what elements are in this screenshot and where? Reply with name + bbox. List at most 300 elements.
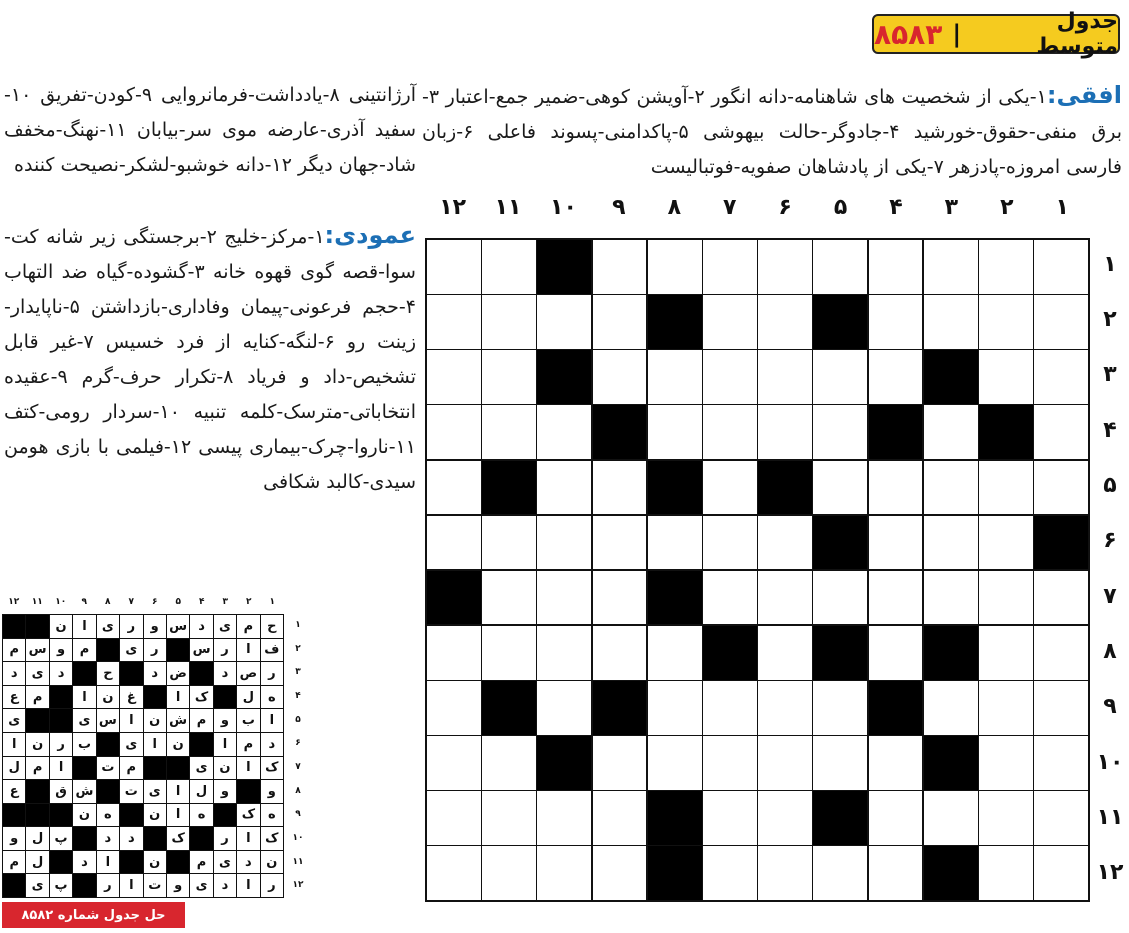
grid-cell[interactable] bbox=[482, 295, 536, 349]
grid-cell[interactable] bbox=[1034, 846, 1088, 900]
column-number: ۹ bbox=[612, 195, 626, 220]
grid-cell[interactable] bbox=[648, 240, 702, 294]
grid-cell[interactable] bbox=[979, 461, 1033, 515]
grid-cell[interactable] bbox=[869, 626, 923, 680]
solution-letter-cell: ه bbox=[261, 686, 283, 709]
grid-cell[interactable] bbox=[758, 791, 812, 845]
black-cell bbox=[869, 405, 923, 459]
column-number: ۳ bbox=[944, 195, 959, 220]
solution-black-cell bbox=[50, 851, 72, 874]
solution-letter-cell: ی bbox=[190, 874, 212, 897]
solution-letter-cell: ی bbox=[190, 757, 212, 780]
solution-letter-cell: ی bbox=[120, 733, 142, 756]
solution-black-cell bbox=[144, 827, 166, 850]
solution-column-number: ۴ bbox=[199, 597, 205, 607]
solution-black-cell bbox=[167, 757, 189, 780]
solution-letter-cell: ه bbox=[261, 804, 283, 827]
row-number: ۹ bbox=[1103, 694, 1117, 720]
puzzle-title: جدول متوسط bbox=[1036, 9, 1118, 59]
solution-black-cell bbox=[144, 757, 166, 780]
grid-cell[interactable] bbox=[1034, 240, 1088, 294]
grid-cell[interactable] bbox=[979, 626, 1033, 680]
solution-letter-cell: ص bbox=[237, 662, 259, 685]
solution-black-cell bbox=[190, 662, 212, 685]
solution-letter-cell: ی bbox=[214, 851, 236, 874]
black-cell bbox=[593, 681, 647, 735]
grid-cell[interactable] bbox=[758, 405, 812, 459]
solution-letter-cell: ل bbox=[237, 686, 259, 709]
solution-letter-cell: ک bbox=[261, 827, 283, 850]
grid-cell[interactable] bbox=[537, 791, 591, 845]
grid-cell[interactable] bbox=[924, 516, 978, 570]
grid-cell[interactable] bbox=[979, 681, 1033, 735]
grid-cell[interactable] bbox=[703, 350, 757, 404]
solution-letter-cell: ن bbox=[26, 733, 48, 756]
grid-cell[interactable] bbox=[1034, 295, 1088, 349]
solution-letter-cell: ی bbox=[26, 874, 48, 897]
solution-letter-cell: ر bbox=[144, 639, 166, 662]
grid-cell[interactable] bbox=[1034, 791, 1088, 845]
solution-letter-cell: ا bbox=[73, 686, 95, 709]
grid-cell[interactable] bbox=[979, 846, 1033, 900]
solution-letter-cell: و bbox=[261, 780, 283, 803]
solution-letter-cell: ب bbox=[237, 709, 259, 732]
grid-cell[interactable] bbox=[648, 516, 702, 570]
black-cell bbox=[924, 736, 978, 790]
grid-cell[interactable] bbox=[482, 350, 536, 404]
grid-cell[interactable] bbox=[703, 846, 757, 900]
solution-black-cell bbox=[214, 686, 236, 709]
solution-black-cell bbox=[26, 804, 48, 827]
grid-cell[interactable] bbox=[593, 791, 647, 845]
solution-letter-cell: ر bbox=[261, 662, 283, 685]
solution-row-number: ۲ bbox=[295, 643, 301, 654]
solution-letter-cell: ر bbox=[261, 874, 283, 897]
black-cell bbox=[1034, 516, 1088, 570]
grid-cell[interactable] bbox=[979, 736, 1033, 790]
solution-black-cell bbox=[120, 804, 142, 827]
solution-letter-cell: ن bbox=[50, 615, 72, 638]
grid-cell[interactable] bbox=[593, 736, 647, 790]
column-number: ۲ bbox=[1000, 195, 1014, 220]
solution-letter-cell: ی bbox=[73, 709, 95, 732]
solution-letter-cell: ا bbox=[167, 780, 189, 803]
solution-letter-cell: م bbox=[73, 639, 95, 662]
solution-letter-cell: د bbox=[237, 851, 259, 874]
grid-cell[interactable] bbox=[924, 571, 978, 625]
solution-column-number: ۳ bbox=[222, 597, 228, 607]
black-cell bbox=[648, 791, 702, 845]
grid-cell[interactable] bbox=[813, 846, 867, 900]
grid-cell[interactable] bbox=[703, 681, 757, 735]
grid-cell[interactable] bbox=[427, 626, 481, 680]
grid-cell[interactable] bbox=[648, 405, 702, 459]
solution-row-numbers bbox=[286, 614, 310, 898]
solution-column-number: ۱۰ bbox=[55, 597, 67, 607]
solution-black-cell bbox=[97, 733, 119, 756]
solution-letter-cell: ر bbox=[50, 733, 72, 756]
solution-letter-cell: ی bbox=[26, 662, 48, 685]
grid-cell[interactable] bbox=[979, 791, 1033, 845]
grid-cell[interactable] bbox=[758, 626, 812, 680]
grid-cell[interactable] bbox=[1034, 736, 1088, 790]
solution-letter-cell: د bbox=[97, 827, 119, 850]
solution-black-cell bbox=[120, 851, 142, 874]
grid-cell[interactable] bbox=[648, 626, 702, 680]
grid-cell[interactable] bbox=[482, 736, 536, 790]
solution-black-cell bbox=[167, 851, 189, 874]
grid-cell[interactable] bbox=[537, 846, 591, 900]
grid-cell[interactable] bbox=[482, 240, 536, 294]
grid-cell[interactable] bbox=[924, 681, 978, 735]
grid-cell[interactable] bbox=[869, 461, 923, 515]
solution-letter-cell: ک bbox=[190, 686, 212, 709]
black-cell bbox=[924, 626, 978, 680]
grid-cell[interactable] bbox=[593, 626, 647, 680]
grid-cell[interactable] bbox=[427, 350, 481, 404]
grid-cell[interactable] bbox=[979, 571, 1033, 625]
grid-cell[interactable] bbox=[537, 681, 591, 735]
grid-cell[interactable] bbox=[648, 350, 702, 404]
solution-letter-cell: ن bbox=[97, 686, 119, 709]
grid-cell[interactable] bbox=[537, 626, 591, 680]
solution-letter-cell: ت bbox=[144, 874, 166, 897]
solution-black-cell bbox=[190, 827, 212, 850]
solution-black-cell bbox=[97, 780, 119, 803]
grid-cell[interactable] bbox=[703, 295, 757, 349]
solution-letter-cell: د bbox=[144, 662, 166, 685]
grid-cell[interactable] bbox=[482, 516, 536, 570]
grid-cell[interactable] bbox=[648, 681, 702, 735]
black-cell bbox=[648, 846, 702, 900]
grid-cell[interactable] bbox=[813, 571, 867, 625]
solution-letter-cell: ل bbox=[190, 780, 212, 803]
across-clues-continued-text: آرژانتینی ۸-یادداشت-فرمانروایی ۹-کودن-تفریق ۱۰-سفید آذری-عارضه موی سر-بیابان ۱۱-نهنگ-مخفف شاد-جهان دیگر ۱۲-دانه خوشبو-لشکر-نصیحت کننده bbox=[4, 84, 416, 176]
grid-cell[interactable] bbox=[1034, 626, 1088, 680]
grid-cell[interactable] bbox=[427, 681, 481, 735]
solution-black-cell bbox=[50, 709, 72, 732]
solution-row-number: ۱۱ bbox=[292, 856, 304, 867]
solution-letter-cell: ی bbox=[120, 639, 142, 662]
grid-cell[interactable] bbox=[427, 240, 481, 294]
grid-cell[interactable] bbox=[482, 846, 536, 900]
column-number: ۴ bbox=[889, 195, 903, 220]
grid-cell[interactable] bbox=[703, 571, 757, 625]
solution-letter-cell: و bbox=[214, 709, 236, 732]
grid-cell[interactable] bbox=[537, 461, 591, 515]
row-number: ۳ bbox=[1103, 362, 1117, 388]
black-cell bbox=[648, 461, 702, 515]
solution-row-number: ۸ bbox=[295, 785, 301, 796]
solution-letter-cell: ا bbox=[120, 709, 142, 732]
column-number: ۸ bbox=[667, 195, 682, 220]
solution-black-cell bbox=[50, 804, 72, 827]
solution-column-number: ۱۲ bbox=[8, 597, 20, 607]
solution-letter-cell: م bbox=[237, 733, 259, 756]
solution-caption: حل جدول شماره ۸۵۸۲ bbox=[2, 902, 185, 928]
solution-letter-cell: ک bbox=[237, 804, 259, 827]
solution-letter-cell: د bbox=[3, 662, 25, 685]
grid-cell[interactable] bbox=[758, 240, 812, 294]
black-cell bbox=[537, 350, 591, 404]
black-cell bbox=[427, 571, 481, 625]
grid-cell[interactable] bbox=[482, 791, 536, 845]
solution-letter-cell: ا bbox=[237, 757, 259, 780]
row-number: ۷ bbox=[1103, 583, 1117, 609]
grid-cell[interactable] bbox=[537, 405, 591, 459]
solution-letter-cell: ح bbox=[261, 615, 283, 638]
solution-letter-cell: ن bbox=[144, 709, 166, 732]
black-cell bbox=[813, 791, 867, 845]
down-label: عمودی: bbox=[324, 221, 416, 249]
solution-letter-cell: ا bbox=[237, 874, 259, 897]
solution-letter-cell: ر bbox=[120, 615, 142, 638]
row-number: ۸ bbox=[1103, 639, 1117, 664]
solution-black-cell bbox=[73, 874, 95, 897]
solution-letter-cell: و bbox=[50, 639, 72, 662]
solution-letter-cell: د bbox=[50, 662, 72, 685]
grid-cell[interactable] bbox=[758, 571, 812, 625]
black-cell bbox=[703, 626, 757, 680]
solution-letter-cell: ف bbox=[261, 639, 283, 662]
grid-cell[interactable] bbox=[869, 240, 923, 294]
grid-cell[interactable] bbox=[813, 350, 867, 404]
grid-cell[interactable] bbox=[427, 791, 481, 845]
solution-column-numbers bbox=[2, 597, 284, 613]
grid-cell[interactable] bbox=[758, 350, 812, 404]
row-number: ۵ bbox=[1103, 473, 1117, 498]
row-number: ۱۱ bbox=[1096, 805, 1124, 830]
solution-grid bbox=[2, 614, 284, 898]
column-number: ۷ bbox=[723, 195, 737, 220]
grid-cell[interactable] bbox=[869, 295, 923, 349]
row-number: ۴ bbox=[1103, 417, 1117, 443]
solution-letter-cell: م bbox=[190, 709, 212, 732]
grid-cell[interactable] bbox=[758, 681, 812, 735]
grid-cell[interactable] bbox=[813, 405, 867, 459]
solution-letter-cell: ا bbox=[261, 709, 283, 732]
solution-black-cell bbox=[73, 662, 95, 685]
solution-letter-cell: ب bbox=[73, 733, 95, 756]
solution-column-number: ۱۱ bbox=[31, 597, 43, 607]
black-cell bbox=[537, 240, 591, 294]
grid-cell[interactable] bbox=[758, 736, 812, 790]
solution-row-number: ۱۰ bbox=[292, 832, 304, 843]
grid-cell[interactable] bbox=[979, 350, 1033, 404]
grid-cell[interactable] bbox=[482, 571, 536, 625]
solution-letter-cell: س bbox=[97, 709, 119, 732]
solution-column-number: ۸ bbox=[105, 597, 111, 607]
grid-cell[interactable] bbox=[482, 626, 536, 680]
black-cell bbox=[482, 681, 536, 735]
solution-letter-cell: م bbox=[3, 639, 25, 662]
grid-cell[interactable] bbox=[593, 350, 647, 404]
column-number: ۵ bbox=[833, 195, 848, 220]
solution-letter-cell: ر bbox=[214, 639, 236, 662]
grid-cell[interactable] bbox=[703, 736, 757, 790]
grid-cell[interactable] bbox=[537, 516, 591, 570]
solution-letter-cell: ا bbox=[167, 804, 189, 827]
grid-cell[interactable] bbox=[758, 846, 812, 900]
grid-cell[interactable] bbox=[979, 516, 1033, 570]
column-number: ۱۲ bbox=[439, 195, 467, 220]
grid-cell[interactable] bbox=[427, 295, 481, 349]
solution-letter-cell: ش bbox=[73, 780, 95, 803]
grid-cell[interactable] bbox=[869, 846, 923, 900]
across-clues-text: ۱-یکی از شخصیت های شاهنامه-دانه انگور ۲-آویشن کوهی-ضمیر جمع-اعتبار ۳-برق منفی-حقوق-خورشید ۴-جادوگر-حالت بیهوشی ۵-پاکدامنی-پسوند فاعلی ۶-زبان فارسی امروزه-پادزهر ۷-یکی از پادشاهان صفویه-فوتبالیست bbox=[422, 86, 1122, 178]
grid-cell[interactable] bbox=[924, 461, 978, 515]
solution-letter-cell: م bbox=[237, 615, 259, 638]
grid-cell[interactable] bbox=[1034, 350, 1088, 404]
row-number: ۶ bbox=[1103, 528, 1117, 554]
solution-column-number: ۶ bbox=[152, 597, 158, 607]
grid-cell[interactable] bbox=[1034, 461, 1088, 515]
solution-letter-cell: ی bbox=[97, 615, 119, 638]
grid-cell[interactable] bbox=[924, 405, 978, 459]
grid-cell[interactable] bbox=[924, 295, 978, 349]
grid-cell[interactable] bbox=[924, 791, 978, 845]
solution-letter-cell: ی bbox=[144, 780, 166, 803]
solution-row-number: ۱ bbox=[295, 620, 301, 630]
solution-letter-cell: ن bbox=[73, 804, 95, 827]
grid-cell[interactable] bbox=[758, 295, 812, 349]
solution-letter-cell: و bbox=[3, 827, 25, 850]
solution-letter-cell: ن bbox=[144, 804, 166, 827]
grid-cell[interactable] bbox=[593, 461, 647, 515]
solution-letter-cell: د bbox=[214, 662, 236, 685]
grid-cell[interactable] bbox=[924, 240, 978, 294]
column-numbers bbox=[425, 195, 1090, 229]
solution-row-number: ۶ bbox=[295, 738, 301, 749]
grid-cell[interactable] bbox=[813, 461, 867, 515]
grid-cell[interactable] bbox=[979, 295, 1033, 349]
black-cell bbox=[924, 846, 978, 900]
solution-black-cell bbox=[50, 686, 72, 709]
solution-column-number: ۷ bbox=[128, 597, 134, 607]
grid-cell[interactable] bbox=[482, 405, 536, 459]
grid-cell[interactable] bbox=[703, 516, 757, 570]
column-number: ۱۰ bbox=[550, 195, 577, 220]
solution-column-number: ۲ bbox=[246, 597, 252, 607]
solution-letter-cell: ض bbox=[167, 662, 189, 685]
puzzle-number: ۸۵۸۳ bbox=[874, 17, 943, 51]
solution-letter-cell: ی bbox=[214, 615, 236, 638]
grid-cell[interactable] bbox=[1034, 571, 1088, 625]
grid-cell[interactable] bbox=[648, 736, 702, 790]
solution-letter-cell: ا bbox=[97, 851, 119, 874]
grid-cell[interactable] bbox=[593, 295, 647, 349]
grid-cell[interactable] bbox=[813, 681, 867, 735]
grid-cell[interactable] bbox=[869, 791, 923, 845]
solution-letter-cell: ل bbox=[26, 851, 48, 874]
black-cell bbox=[648, 571, 702, 625]
solution-letter-cell: ا bbox=[167, 686, 189, 709]
solution-letter-cell: ر bbox=[214, 827, 236, 850]
grid-cell[interactable] bbox=[758, 516, 812, 570]
grid-cell[interactable] bbox=[537, 571, 591, 625]
solution-black-cell bbox=[73, 827, 95, 850]
solution-black-cell bbox=[26, 709, 48, 732]
grid-cell[interactable] bbox=[427, 461, 481, 515]
solution-letter-cell: ک bbox=[261, 757, 283, 780]
solution-letter-cell: ت bbox=[97, 757, 119, 780]
solution-letter-cell: ت bbox=[120, 780, 142, 803]
grid-cell[interactable] bbox=[537, 295, 591, 349]
black-cell bbox=[482, 461, 536, 515]
down-clues bbox=[4, 218, 416, 500]
solution-black-cell bbox=[120, 662, 142, 685]
grid-cell[interactable] bbox=[869, 736, 923, 790]
solution-column-number: ۱ bbox=[269, 597, 275, 607]
grid-cell[interactable] bbox=[869, 350, 923, 404]
grid-cell[interactable] bbox=[1034, 405, 1088, 459]
grid-cell[interactable] bbox=[593, 571, 647, 625]
solution-black-cell bbox=[3, 804, 25, 827]
solution-letter-cell: ن bbox=[214, 757, 236, 780]
across-clues bbox=[422, 78, 1122, 185]
black-cell bbox=[924, 350, 978, 404]
grid-cell[interactable] bbox=[593, 846, 647, 900]
solution-letter-cell: د bbox=[120, 827, 142, 850]
solution-letter-cell: م bbox=[26, 686, 48, 709]
grid-cell[interactable] bbox=[813, 736, 867, 790]
grid-cell[interactable] bbox=[427, 405, 481, 459]
grid-cell[interactable] bbox=[427, 846, 481, 900]
black-cell bbox=[813, 626, 867, 680]
grid-cell[interactable] bbox=[593, 516, 647, 570]
solution-letter-cell: پ bbox=[50, 874, 72, 897]
column-number: ۱ bbox=[1055, 195, 1069, 220]
solution-letter-cell: م bbox=[120, 757, 142, 780]
column-number: ۱۱ bbox=[494, 195, 522, 220]
solution-letter-cell: س bbox=[26, 639, 48, 662]
grid-cell[interactable] bbox=[869, 516, 923, 570]
grid-cell[interactable] bbox=[593, 240, 647, 294]
grid-cell[interactable] bbox=[427, 736, 481, 790]
solution-letter-cell: ا bbox=[237, 827, 259, 850]
grid-cell[interactable] bbox=[1034, 681, 1088, 735]
solution-row-number: ۵ bbox=[295, 714, 301, 725]
grid-cell[interactable] bbox=[427, 516, 481, 570]
grid-cell[interactable] bbox=[703, 405, 757, 459]
solution-letter-cell: ن bbox=[167, 733, 189, 756]
grid-cell[interactable] bbox=[703, 240, 757, 294]
row-number: ۱۰ bbox=[1096, 749, 1124, 775]
solution-black-cell bbox=[167, 639, 189, 662]
solution-black-cell bbox=[26, 780, 48, 803]
grid-cell[interactable] bbox=[703, 791, 757, 845]
solution-letter-cell: ق bbox=[50, 780, 72, 803]
grid-cell[interactable] bbox=[869, 571, 923, 625]
black-cell bbox=[813, 295, 867, 349]
solution-letter-cell: ه bbox=[190, 804, 212, 827]
solution-row-number: ۹ bbox=[295, 809, 301, 820]
solution-letter-cell: ن bbox=[261, 851, 283, 874]
solution-letter-cell: ی bbox=[3, 709, 25, 732]
puzzle-title-badge bbox=[872, 9, 1120, 59]
solution-letter-cell: م bbox=[190, 851, 212, 874]
solution-letter-cell: ل bbox=[3, 757, 25, 780]
grid-cell[interactable] bbox=[813, 240, 867, 294]
black-cell bbox=[593, 405, 647, 459]
solution-letter-cell: ش bbox=[167, 709, 189, 732]
solution-letter-cell: د bbox=[190, 615, 212, 638]
grid-cell[interactable] bbox=[703, 461, 757, 515]
solution-letter-cell: ل bbox=[26, 827, 48, 850]
row-number: ۱۲ bbox=[1096, 860, 1124, 886]
solution-letter-cell: ا bbox=[50, 757, 72, 780]
grid-cell[interactable] bbox=[979, 240, 1033, 294]
